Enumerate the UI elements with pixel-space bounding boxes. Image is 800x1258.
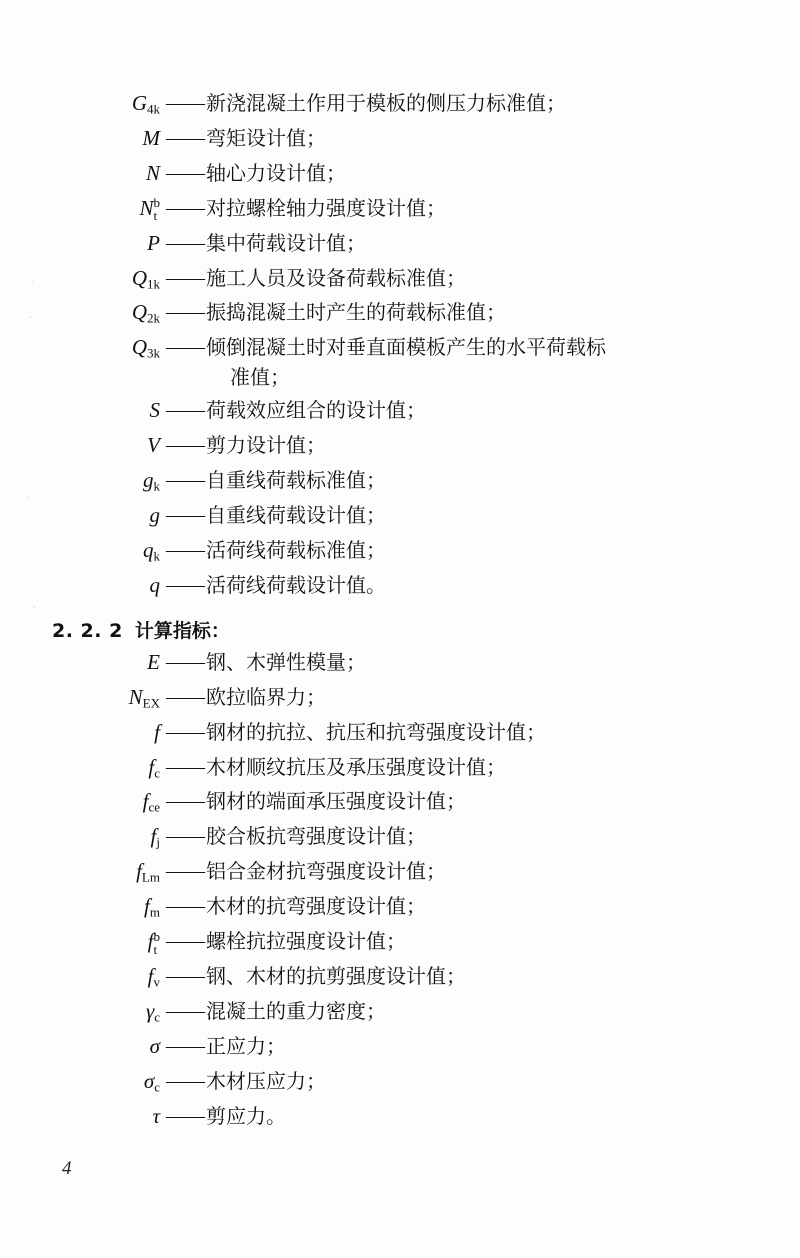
symbol-base: g xyxy=(142,468,154,493)
symbol-notation xyxy=(52,821,162,853)
scan-artifact: · xyxy=(32,600,37,616)
symbol-description-text: 螺栓抗拉强度设计值； xyxy=(206,929,406,954)
em-dash-separator: —— xyxy=(166,1034,204,1057)
symbol-definition-row xyxy=(52,332,752,392)
symbol-notation xyxy=(52,395,162,427)
symbol-base: q xyxy=(149,572,160,597)
symbol-definition-row xyxy=(52,500,752,532)
symbol-notation xyxy=(52,752,162,784)
em-dash-separator: —— xyxy=(166,790,204,813)
symbol-description xyxy=(206,123,752,153)
symbol-description xyxy=(206,88,752,118)
symbol-subscript: m xyxy=(149,904,160,920)
symbol-notation xyxy=(52,717,162,749)
symbol-notation xyxy=(52,332,162,364)
symbol-notation xyxy=(52,996,162,1028)
symbol-list xyxy=(52,88,752,602)
symbol-base: f xyxy=(136,859,142,884)
symbol-subscript: t xyxy=(153,941,158,957)
symbol-notation xyxy=(52,682,162,714)
symbol-definition-row xyxy=(52,193,752,225)
symbol-notation xyxy=(52,465,162,497)
symbol-notation xyxy=(52,430,162,462)
symbol-base: q xyxy=(142,537,154,562)
symbol-base: τ xyxy=(152,1103,160,1128)
symbol-description xyxy=(206,682,752,712)
symbol-base: g xyxy=(149,503,160,528)
section-heading xyxy=(52,616,752,643)
symbol-description-continuation: 准值； xyxy=(230,365,290,390)
symbol-base: Q xyxy=(131,265,147,290)
em-dash-separator: —— xyxy=(166,196,204,219)
em-dash-separator: —— xyxy=(166,895,204,918)
symbol-description xyxy=(206,856,752,886)
symbol-notation xyxy=(52,647,162,679)
symbol-definition-row xyxy=(52,961,752,993)
symbol-description-text: 自重线荷载设计值； xyxy=(206,503,386,528)
symbol-base: E xyxy=(147,649,160,674)
symbol-notation xyxy=(52,88,162,120)
symbol-description-text: 欧拉临界力； xyxy=(206,684,326,709)
symbol-description xyxy=(206,297,752,327)
symbol-notation xyxy=(52,263,162,295)
symbol-notation xyxy=(52,158,162,190)
em-dash-separator: —— xyxy=(166,999,204,1022)
symbol-description-text: 活荷线荷载标准值； xyxy=(206,537,386,562)
em-dash-separator: —— xyxy=(166,964,204,987)
symbol-description xyxy=(206,1101,752,1131)
symbol-definition-row xyxy=(52,88,752,120)
symbol-base: f xyxy=(144,894,150,919)
symbol-base: f xyxy=(154,719,160,744)
scan-artifact: · xyxy=(26,490,31,506)
symbol-superscript: b xyxy=(153,195,160,211)
symbol-description-text: 剪应力。 xyxy=(206,1103,286,1128)
symbol-definition-row xyxy=(52,465,752,497)
symbol-description xyxy=(206,332,752,392)
em-dash-separator: —— xyxy=(166,92,204,114)
symbol-description-text: 木材的抗弯强度设计值； xyxy=(206,894,426,919)
symbol-description xyxy=(206,465,752,495)
page-content xyxy=(52,88,752,1135)
symbol-base: S xyxy=(149,398,160,423)
symbol-base: f xyxy=(142,789,149,814)
symbol-definition-row xyxy=(52,430,752,462)
symbol-description xyxy=(206,647,752,677)
symbol-definition-row xyxy=(52,263,752,295)
symbol-base: G xyxy=(131,91,147,115)
symbol-description xyxy=(206,158,752,188)
symbol-list xyxy=(52,647,752,1133)
symbol-definition-row xyxy=(52,891,752,923)
section-title: 计算指标： xyxy=(134,619,230,642)
symbol-definition-row xyxy=(52,717,752,749)
em-dash-separator: —— xyxy=(166,126,204,149)
symbol-description xyxy=(206,395,752,425)
symbol-notation xyxy=(52,786,162,818)
symbol-description-text: 木材压应力； xyxy=(206,1068,326,1093)
symbol-description xyxy=(206,500,752,530)
em-dash-separator: —— xyxy=(166,434,204,457)
symbol-definition-row xyxy=(52,1066,752,1098)
symbol-notation xyxy=(52,891,162,923)
symbol-sup-sub xyxy=(153,196,160,222)
scan-artifact: · xyxy=(28,310,33,326)
symbol-definition-row xyxy=(52,158,752,190)
symbol-definition-row xyxy=(52,1031,752,1063)
symbol-description xyxy=(206,891,752,921)
em-dash-separator: —— xyxy=(166,685,204,708)
symbol-notation xyxy=(52,228,162,260)
symbol-notation xyxy=(52,297,162,329)
symbol-base: σ xyxy=(149,1033,160,1058)
symbol-base: Q xyxy=(131,335,147,360)
symbol-description-text: 新浇混凝土作用于模板的侧压力标准值； xyxy=(206,91,566,115)
symbol-description xyxy=(206,263,752,293)
em-dash-separator: —— xyxy=(166,399,204,422)
symbol-description xyxy=(206,961,752,991)
symbol-definition-row xyxy=(52,926,752,958)
em-dash-separator: —— xyxy=(166,266,204,289)
em-dash-separator: —— xyxy=(166,231,204,254)
symbol-definition-row xyxy=(52,297,752,329)
em-dash-separator: —— xyxy=(166,538,204,561)
symbol-base: f xyxy=(147,929,154,954)
symbol-base: Q xyxy=(131,300,147,325)
symbol-definition-row xyxy=(52,535,752,567)
symbol-description xyxy=(206,228,752,258)
em-dash-separator: —— xyxy=(166,469,204,492)
symbol-description-text: 混凝土的重力密度； xyxy=(206,998,386,1023)
symbol-notation xyxy=(52,1101,162,1133)
symbol-subscript: k xyxy=(153,478,160,494)
symbol-subscript: Lm xyxy=(141,869,160,885)
em-dash-separator: —— xyxy=(166,573,204,596)
symbol-description xyxy=(206,1066,752,1096)
section-number: 2. 2. 2 xyxy=(52,619,123,642)
symbol-definition-row xyxy=(52,682,752,714)
symbol-base: f xyxy=(148,754,155,779)
em-dash-separator: —— xyxy=(166,930,204,953)
symbol-description-text: 轴心力设计值； xyxy=(206,160,346,185)
em-dash-separator: —— xyxy=(166,825,204,848)
em-dash-separator: —— xyxy=(166,755,204,778)
symbol-description-text: 钢、木材的抗剪强度设计值； xyxy=(206,963,466,988)
em-dash-separator: —— xyxy=(166,161,204,184)
symbol-description-text: 施工人员及设备荷载标准值； xyxy=(206,265,466,290)
em-dash-separator: —— xyxy=(166,336,204,359)
symbol-description xyxy=(206,996,752,1026)
symbol-definition-row xyxy=(52,821,752,853)
symbol-definition-row xyxy=(52,856,752,888)
symbol-notation xyxy=(52,961,162,993)
em-dash-separator: —— xyxy=(166,504,204,527)
symbol-notation xyxy=(52,926,162,958)
symbol-definition-row xyxy=(52,786,752,818)
symbol-definition-row xyxy=(52,570,752,602)
symbol-definition-row xyxy=(52,1101,752,1133)
symbol-description xyxy=(206,535,752,565)
symbol-definition-body xyxy=(52,88,752,1132)
symbol-subscript: EX xyxy=(142,695,160,711)
symbol-description-text: 振捣混凝土时产生的荷载标准值； xyxy=(206,300,506,325)
symbol-description-text: 弯矩设计值； xyxy=(206,125,326,150)
symbol-superscript: b xyxy=(153,928,160,944)
em-dash-separator: —— xyxy=(166,1069,204,1092)
symbol-description-text: 倾倒混凝土时对垂直面模板产生的水平荷载标 xyxy=(206,335,606,360)
symbol-description xyxy=(206,193,752,223)
symbol-subscript: 3k xyxy=(146,345,160,361)
em-dash-separator: —— xyxy=(166,301,204,324)
symbol-description xyxy=(206,786,752,816)
symbol-description-text: 胶合板抗弯强度设计值； xyxy=(206,824,426,849)
page-number: 4 xyxy=(62,1158,72,1179)
symbol-description xyxy=(206,717,752,747)
symbol-notation xyxy=(52,570,162,602)
symbol-description-text: 正应力； xyxy=(206,1033,286,1058)
symbol-description-text: 对拉螺栓轴力强度设计值； xyxy=(206,195,446,220)
symbol-definition-row xyxy=(52,752,752,784)
symbol-base: N xyxy=(128,684,143,709)
symbol-notation xyxy=(52,856,162,888)
symbol-subscript: k xyxy=(153,548,160,564)
symbol-description-text: 钢材的抗拉、抗压和抗弯强度设计值； xyxy=(206,719,546,744)
symbol-subscript: c xyxy=(154,1009,160,1025)
symbol-subscript: j xyxy=(156,834,160,850)
symbol-base: f xyxy=(147,963,154,988)
symbol-description-text: 钢、木弹性模量； xyxy=(206,649,366,674)
scan-artifact: · xyxy=(30,275,35,291)
symbol-description xyxy=(206,1031,752,1061)
symbol-definition-row xyxy=(52,996,752,1028)
symbol-subscript: t xyxy=(153,208,158,224)
symbol-subscript: c xyxy=(154,765,160,781)
symbol-subscript: 1k xyxy=(146,276,160,292)
symbol-base: V xyxy=(147,433,160,458)
em-dash-separator: —— xyxy=(166,1104,204,1127)
em-dash-separator: —— xyxy=(166,860,204,883)
symbol-description-text: 荷载效应组合的设计值； xyxy=(206,398,426,423)
symbol-notation xyxy=(52,123,162,155)
symbol-description xyxy=(206,430,752,460)
symbol-base: N xyxy=(145,160,160,185)
symbol-base: γ xyxy=(145,998,155,1023)
symbol-base: σ xyxy=(143,1068,155,1093)
symbol-description-text: 活荷线荷载设计值。 xyxy=(206,572,386,597)
symbol-description-text: 自重线荷载标准值； xyxy=(206,468,386,493)
symbol-subscript: v xyxy=(153,974,160,990)
symbol-sup-sub xyxy=(153,930,160,956)
symbol-description xyxy=(206,570,752,600)
symbol-notation xyxy=(52,193,162,225)
symbol-base: M xyxy=(142,125,160,150)
symbol-subscript: 2k xyxy=(146,311,160,327)
symbol-description-text: 铝合金材抗弯强度设计值； xyxy=(206,859,446,884)
symbol-definition-row xyxy=(52,123,752,155)
symbol-description xyxy=(206,926,752,956)
symbol-base: f xyxy=(150,824,157,849)
symbol-notation xyxy=(52,1031,162,1063)
symbol-base: N xyxy=(139,195,154,220)
symbol-subscript: c xyxy=(154,1079,160,1095)
symbol-description-text: 集中荷载设计值； xyxy=(206,230,366,255)
symbol-subscript: ce xyxy=(148,800,160,816)
em-dash-separator: —— xyxy=(166,720,204,743)
symbol-definition-row xyxy=(52,647,752,679)
symbol-definition-row xyxy=(52,228,752,260)
symbol-notation xyxy=(52,535,162,567)
symbol-description xyxy=(206,821,752,851)
symbol-definition-row xyxy=(52,395,752,427)
symbol-description-text: 钢材的端面承压强度设计值； xyxy=(206,789,466,814)
symbol-notation xyxy=(52,1066,162,1098)
symbol-description-text: 剪力设计值； xyxy=(206,433,326,458)
symbol-subscript: 4k xyxy=(146,101,160,117)
symbol-notation xyxy=(52,500,162,532)
symbol-description xyxy=(206,752,752,782)
symbol-description-text: 木材顺纹抗压及承压强度设计值； xyxy=(206,754,506,779)
em-dash-separator: —— xyxy=(166,650,204,673)
symbol-base: P xyxy=(147,230,160,255)
